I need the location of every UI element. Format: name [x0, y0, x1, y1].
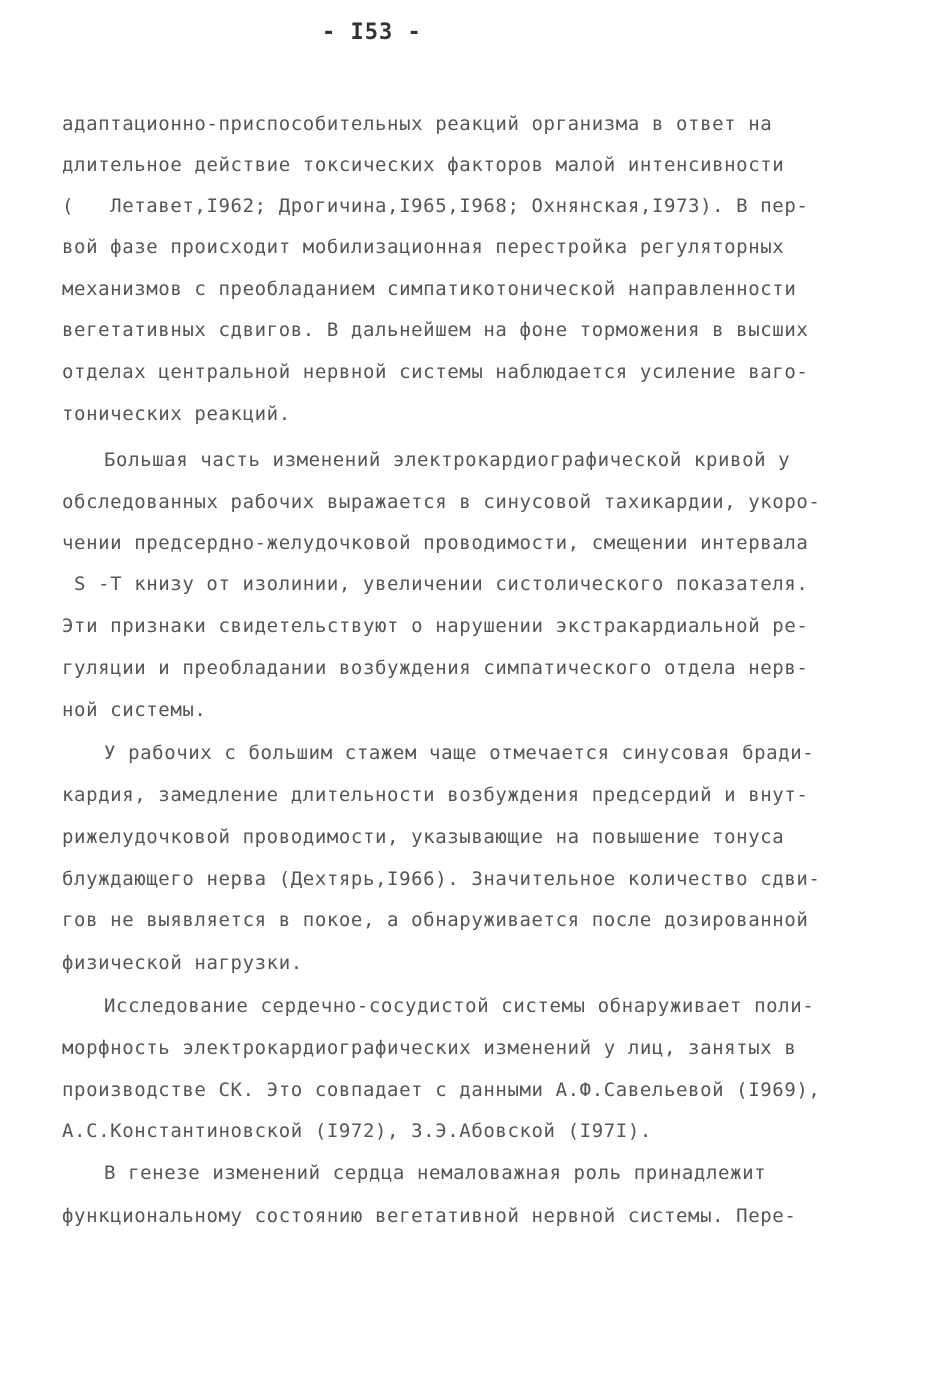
text-line: механизмов с преобладанием симпатикотонической направленности: [62, 278, 797, 300]
text-line: кардия, замедление длительности возбуждения предсердий и внут-: [62, 784, 809, 806]
text-line: Исследование сердечно-сосудистой системы обнаруживает поли-: [104, 995, 815, 1017]
text-line: рижелудочковой проводимости, указывающие на повышение тонуса: [62, 826, 785, 848]
text-line: обследованных рабочих выражается в синусовой тахикардии, укоро-: [62, 491, 821, 513]
text-line: производстве СК. Это совпадает с данными А.Ф.Савельевой (I969),: [62, 1079, 821, 1101]
text-line: блуждающего нерва (Дехтярь,I966). Значительное количество сдви-: [62, 868, 821, 890]
text-line: адаптационно-приспособительных реакций организма в ответ на: [62, 113, 773, 135]
text-line: морфность электрокардиографических изменений у лиц, занятых в: [62, 1037, 797, 1059]
text-line: ной системы.: [62, 699, 207, 721]
text-line: гов не выявляется в покое, а обнаруживается после дозированной: [62, 909, 809, 931]
text-line: вегетативных сдвигов. В дальнейшем на фоне торможения в высших: [62, 319, 809, 341]
text-line: У рабочих с большим стажем чаще отмечается синусовая бради-: [104, 742, 815, 764]
text-line: В генезе изменений сердца немаловажная роль принадлежит: [104, 1162, 767, 1184]
text-line: отделах центральной нервной системы наблюдается усиление ваго-: [62, 361, 809, 383]
text-line: Эти признаки свидетельствуют о нарушении экстракардиальной ре-: [62, 615, 809, 637]
page-number: - I53 -: [322, 20, 422, 45]
text-line: длительное действие токсических факторов малой интенсивности: [62, 154, 785, 176]
text-line: ( Летавет,I962; Дрогичина,I965,I968; Охнянская,I973). В пер-: [62, 195, 809, 217]
text-line: S -T книзу от изолинии, увеличении систолического показателя.: [74, 573, 809, 595]
text-line: гуляции и преобладании возбуждения симпатического отдела нерв-: [62, 657, 809, 679]
text-line: вой фазе происходит мобилизационная перестройка регуляторных: [62, 236, 785, 258]
text-line: А.С.Константиновской (I972), З.Э.Абовской (I97I).: [62, 1120, 652, 1142]
text-line: тонических реакций.: [62, 403, 291, 425]
text-line: физической нагрузки.: [62, 952, 303, 974]
text-line: функциональному состоянию вегетативной нервной системы. Пере-: [62, 1205, 797, 1227]
text-line: Большая часть изменений электрокардиографической кривой у: [104, 449, 791, 471]
text-line: чении предсердно-желудочковой проводимости, смещении интервала: [62, 532, 809, 554]
